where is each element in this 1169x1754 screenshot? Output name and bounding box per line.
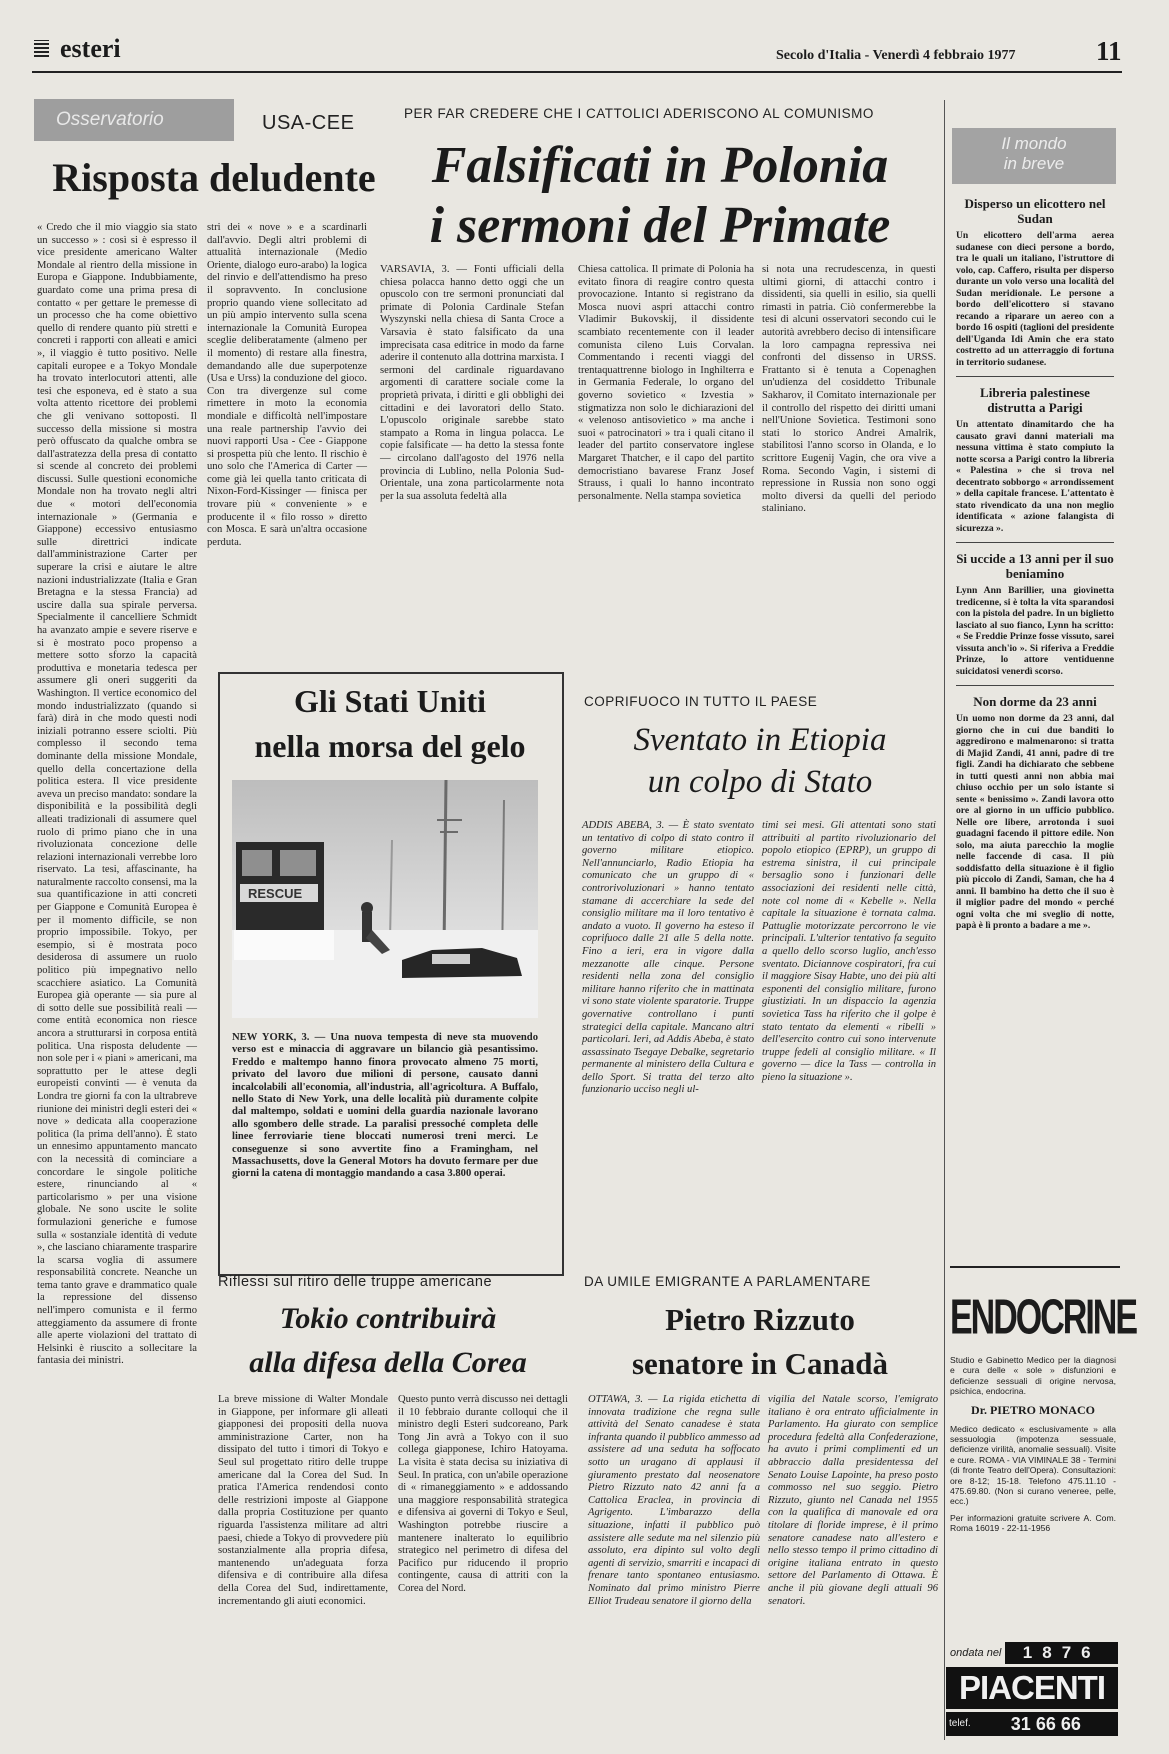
risposta-kicker: USA-CEE — [262, 112, 355, 134]
tokio-title-2: alla difesa della Corea — [249, 1346, 527, 1379]
brief-news-list — [956, 190, 1114, 1236]
endocrine-ad — [950, 1290, 1137, 1608]
brief-title: Si uccide a 13 anni per il suo beniamino — [956, 551, 1114, 581]
rizzuto-title-2: senatore in Canadà — [631, 1346, 889, 1381]
piacenti-ad — [946, 1642, 1118, 1740]
snowstorm-photo — [232, 780, 538, 1018]
risposta-title: Risposta deludente — [52, 155, 376, 200]
etiopia-column-1: ADDIS ABEBA, 3. — È stato sventato un tentativo di colpo di stato contro il governo militare etiopico. Nell'annunciarlo, Radio Etiopia ha comunicato che un gruppo di « controrivoluzionari » hanno tentato stamane di accerchiare la sede del consiglio militare ma il loro tentativo è andato a vuoto. Il governo ha esteso il coprifuoco dalle 21 alle 5 della notte. Fino a ieri, era in vigore dalla mezzanotte alle cinque. Persone residenti nella zona del consiglio militare hanno riferito che in mattinata vi sono state violente sparatorie. Truppe governative controllano i punti strategici della capitale. Mancano altri particolari. Ieri, ad Addis Abeba, è stato assassinato Tsegaye Debalke, segretario permanente al ministero della Cultura e dello Sport. Si tratta del terzo alto funzionario ucciso negli ul- — [582, 820, 754, 1096]
tokio-column-2: Questo punto verrà discusso nei dettagli il 10 febbraio durante colloqui che il ministro degli Esteri sudcoreano, Park Tong Jin avrà a Tokyo con il suo collega giapponese, Ichiro Hatoyama. La visita è stata decisa su iniziativa di Seul. In pratica, con un'abile operazione di « rimaneggiamento » e addossando una maggiore responsabilità strategica e difensiva ai governi di Tokyo e Seul, Washington potrebbe riuscire a mantenere inalterato lo equilibrio strategico nel perimetro di difesa del Pacifico pur riducendo il proprio contingente, causa di attriti con la Corea del Nord. — [398, 1394, 568, 1594]
piacenti-phone: 31 66 66 — [974, 1712, 1118, 1736]
header-rule — [32, 71, 1122, 73]
piacenti-top-bar — [946, 1642, 1118, 1664]
page-number: 11 — [1096, 36, 1122, 66]
piacenti-tel-label: telef. — [946, 1712, 974, 1736]
risposta-column-1: « Credo che il mio viaggio sia stato un successo » : così si è espresso il vice presidente americano Walter Mondale al rientro della missione in Europa e Giappone. Indubbiamente, guardato come una prima presa di contatto « per gettare le premesse di un processo che ha come obiettivo quello di rendere quanto più stretti e concreti i rapporti con alleati e amici », il viaggio è tutto positivo. Nelle capitali europee e a Tokyo Mondale ha trovato interlocutori attenti, alle tesi che esponeva, ed è stato a sua volta attento ricettore dei problemi che gli venivano sottoposti. Il successo della missione si mostra però offuscato da qualche ombra se dall'astratezza della presa di contatto si scende al concreto dei problemi discussi. Sulle questioni economiche Mondale non ha trovato negli altri due « motori dell'economia internazionale » (Germania e Giappone) eccessivo entusiasmo sulle direttrici indicate dall'amministrazione Carter per superare la crisi e aiutare le altre nazioni industrializzate (Italia e Gran Bretagna e la stessa Francia) ad uscire dalla sua spirale perversa. Specialmente il cancelliere Schmidt ha avanzato ampie e severe riserve e si è mostrato poco propenso a mettere sotto sforzo la capacità produttiva e monetaria tedesca per assumere gli oneri suggeriti da Washington. Il vertice economico del mondo industrializzato (quando si farà) dirà in che modo questi nodi iniziali potranno essere sciolti. Più complesso il secondo tema dominante della missione Mondale, quello della concertazione della politica estera. Il vice presidente aveva un preciso mandato: sondare la disponibilità e la possibilità degli alleati tradizionali di assumere quel ruolo di primo piano che in una rivoluzionata concezione delle relazioni internazionali verrebbe loro riservato. La tesi, affascinante, ha naturalmente raccolto consensi, ma la sua quantificazione in atti concreti per Giappone e Comunità Europea è per il momento difficile, se non proprio impossibile. Tokyo, per esempio, si è mostrata poco desiderosa di assumere un ruolo politico più impegnativo nello scacchiere asiatico. La Comunità Europea già operante — sia pure al di sotto delle sue possibilità reali — come entità economica non riesce ancora a strutturarsi in corposa entità politica. Una risposta deludente — non sole per i « piani » americani, ma soprattutto per le attese degli europeisti convinti — è venuta da Londra tre giorni fa con la ultrabreve riunione dei ministri degli esteri dei « nove » dedicata alla cooperazione politica (la prima dell'anno). È stato un ennesimo appuntamento mancato con la necessità di cominciare a concordare le singole politiche estere, rinunciando al « particolarismo » per una visione globale. Ne sono uscite le solite formulazioni generiche e fumose sulla « sostanziale identità di vedute », che lasciano chiaramente trasparire la scarsa voglia di assumere responsabilità concrete. Neanche un tema tanto grave e drammatico quale la repressione del dissenso nell'impero comunista e il fermo atteggiamento da assumere di fronte alle aperte violazioni del trattato di Helsinki è riuscito a sollecitare la fantasia dei ministri. — [37, 222, 197, 1367]
brief-item — [956, 551, 1114, 677]
endocrine-title: ENDOCRINE — [950, 1290, 1137, 1346]
brief-text: Un attentato dinamitardo che ha causato gravi danni materiali ma nessuna vittima è stato compiuto la notte scorsa a Parigi contro la libreria « Palestina » che si trova nel decentrato sobborgo « arrondissement » della capitale francese. L'attentato è stato rivendicato da una non meglio identificata « azione falangista di sicurezza ». — [956, 419, 1114, 534]
etiopia-kicker: COPRIFUOCO IN TUTTO IL PAESE — [584, 694, 818, 709]
brief-text: Un uomo non dorme da 23 anni, dal giorno che in cui due banditi lo aggredirono e malmenarono: si tratta di Majid Zandi, 41 anni, padre di tre figli. Zandi ha dichiarato che sebbene in tutti questi anni non abbia mai chiuso occhio per un solo istante si sente « benissimo ». Zandi lavora otto ore al giorno in un ufficio pubblico. Nelle ore libere, arrotonda i suoi guadagni facendo il pittore edile. Non solo, ma aiuta parecchio la moglie nelle faccende di casa. Il più soddisfatto della situazione è il figlio più piccolo di Zandi, Saman, che ha 4 anni. Il bambino ha detto che il suo è il miglior padre del mondo « perché ogni volta che mi sveglio di notte, papà è lì pronto a badare a me ». — [956, 713, 1114, 931]
polonia-title-2: i sermoni del Primate — [429, 197, 891, 254]
brief-item — [956, 694, 1114, 932]
tokio-column-1: La breve missione di Walter Mondale in Giappone, per informare gli alleati giapponesi dei propositi della nuova amministrazione Carter, non ha dissipato del tutto i timori di Tokyo e Seul sul progettato ritiro delle truppe americane dal la Corea del Sud. In pratica l'America rendendosi conto delle restrizioni imposte al Giappone dalla propria Costituzione per quanto riguarda l'assistenza militare ad altri paesi, chiede a Tokyo di provvedere più sostanzialmente alla propria difesa, mantenendo un'adeguata forza difensiva e di contribuire alla difesa della Corea del Sud, indirettamente, incrementando gli aiuti economici. — [218, 1394, 388, 1607]
brief-item — [956, 196, 1114, 368]
rescue-label: RESCUE — [248, 886, 303, 901]
tokio-title-1: Tokio contribuirà — [279, 1302, 497, 1335]
endocrine-doctor: Dr. PIETRO MONACO — [971, 1402, 1095, 1417]
piacenti-tag: ondata nel — [946, 1647, 1005, 1659]
rizzuto-title-1: Pietro Rizzuto — [665, 1302, 855, 1337]
brief-divider — [956, 542, 1114, 543]
gelo-text: NEW YORK, 3. — Una nuova tempesta di neve sta muovendo verso est e minaccia di aggravare un bilancio già pesantissimo. Freddo e maltempo hanno finora provocato almeno 75 morti, privato del lavoro due milioni di persone, causato danni incalcolabili all'economia, all'industria, all'agricoltura. A Buffalo, nello Stato di New York, una delle località più duramente colpite dal maltempo, soldati e uomini della guardia nazionale lavorano allo sgombero delle strade. La paralisi pressoché completa delle linee ferroviarie tiene bloccati numerosi treni merci. Le conseguenze si sono avvertite fino a Framingham, nel Massachusetts, dove la General Motors ha dovuto fermare per due giorni la catena di montaggio mandando a casa 3.800 operai. — [232, 1032, 538, 1180]
brief-title: Disperso un elicottero nel Sudan — [964, 196, 1106, 226]
section-label: esteri — [60, 34, 121, 63]
column-divider — [944, 100, 945, 1740]
endocrine-text-1: Studio e Gabinetto Medico per la diagnosi e cura delle « sole » disfunzioni e deficienze sessuali di origine nervosa, psichica, endocrina. — [950, 1355, 1116, 1397]
rizzuto-kicker: DA UMILE EMIGRANTE A PARLAMENTARE — [584, 1274, 871, 1289]
rizzuto-column-1: OTTAWA, 3. — La rigida etichetta di innovata tradizione che regna sulle attività del Senato canadese è stata infranta quando il pubblico ammesso ad assistere ad una seduta ha soffocato sotto un uragano di applausi il giuramento prestato dal neosenatore Pietro Rizzuto nato 42 anni fa a Cattolica Eraclea, in provincia di Agrigento. L'imbarazzo della situazione, infatti il pubblico può assistere alle sedute ma nel silenzio più assoluto, era dipinto sul volto degli agenti di servizio, smarriti e incapaci di frenare tanto spontaneo entusiasmo. Nominato dal primo ministro Pierre Elliot Trudeau senatore il giorno della — [588, 1394, 760, 1607]
tokio-kicker: Riflessi sul ritiro delle truppe americane — [218, 1274, 493, 1290]
polonia-column-2: Chiesa cattolica. Il primate di Polonia ha evitato finora di reagire contro questa provocazione. Intanto si registrano da Mosca nuovi aspri attacchi contro Vladimir Bukovskij, il dissidente scambiato recentemente con il leader comunista cileno Luis Corvalan. Commentando i recenti viaggi del trentaquattrenne biologo in Inghilterra e in Germania Federale, lo organo del governo sovietico « Izvestia » stigmatizza non solo le dichiarazioni del « velenoso antisovietico » ma anche i suoi « patrocinatori » tra i quali citano il leader del partito conservatore inglese Margaret Thatcher, e il capo del partito democristiano bavarese Franz Josef Strauss, i quali lo hanno incontrato personalmente. Nella stampa sovietica — [578, 264, 754, 502]
mondo-badge-line1: Il mondo — [1001, 134, 1067, 153]
piacenti-year: 1876 — [1005, 1642, 1118, 1664]
polonia-column-3: si nota una recrudescenza, in questi ultimi giorni, di attacchi contro i dissidenti, sia quelli in esilio, sia quelli rimasti in patria. Ciò confermerebbe la tesi di alcuni osservatori secondo cui le autorità avrebbero deciso di intensificare la loro campagna repressiva nei confronti del dissenso in URSS. Frattanto si è tenuta a Copenaghen un'udienza del cosiddetto Tribunale Sakharov, il Comitato internazionale per il controllo del rispetto dei diritti umani nell'Unione Sovietica. Testimoni sono stati lo storico Andrei Amalrik, stabilitosi l'anno scorso in Olanda, e lo scrittore Eugenij Vagin, che ora vive a Roma. Secondo Vagin, i sistemi di repressione in Russia non sono oggi molto diversi da quelli del periodo staliniano. — [762, 264, 936, 515]
etiopia-title-2: un colpo di Stato — [647, 764, 873, 800]
brief-title: Libreria palestinese distrutta a Parigi — [980, 385, 1090, 415]
brief-divider — [956, 685, 1114, 686]
brief-text: Lynn Ann Barillier, una giovinetta tredicenne, si è tolta la vita sparandosi con la pistola del padre. In un biglietto lasciato al suo fianco, Lynn ha scritto: « Se Freddie Prinze fosse vissuto, sarei vissuta anch'io ». Si riferiva a Freddie Prinze, lo attore ventiduenne suicidatosi venerdì scorso. — [956, 585, 1114, 677]
mondo-badge — [952, 128, 1116, 184]
piacenti-name: PIACENTI — [946, 1667, 1118, 1709]
gelo-title-1: Gli Stati Uniti — [293, 683, 486, 719]
polonia-column-1: VARSAVIA, 3. — Fonti ufficiali della chiesa polacca hanno detto oggi che un opuscolo con tre sermoni pronunciati dal primate di Polonia Cardinale Stefan Wyszynski nella chiesa di Santa Croce a Varsavia è stato falsificato da una imprecisata casa editrice in modo da farne aderire il contenuto alla dottrina marxista. I sermoni del cardinale riguardavano argomenti di carattere sociale come la proprietà privata, i diritti e gli obblighi dei cittadini e dei lavoratori dello Stato. L'opuscolo originale sarebbe stato stampato a Roma in lingua polacca. Le copie falsificate — ha detto la stessa fonte — circolano dall'agosto del 1976 nella provincia di Lublino, nella Polonia Sud-Orientale, una zona particolarmente nota per la sua assoluta fedeltà alla — [380, 264, 564, 502]
osservatorio-label: Osservatorio — [56, 109, 164, 130]
polonia-kicker: PER FAR CREDERE CHE I CATTOLICI ADERISCONO AL COMUNISMO — [404, 106, 874, 121]
osservatorio-badge — [34, 99, 234, 141]
polonia-title-1: Falsificati in Polonia — [431, 137, 889, 194]
piacenti-phone-bar — [946, 1712, 1118, 1736]
brief-item — [956, 385, 1114, 534]
snowstorm-image — [232, 780, 538, 1018]
gelo-title-2: nella morsa del gelo — [254, 728, 526, 764]
etiopia-column-2: timi sei mesi. Gli attentati sono stati attribuiti al partito rivoluzionario del popolo etiopico (EPRP), un gruppo di estrema sinistra, il cui principale bersaglio sono i funzionari delle associazioni dei residenti nelle città, note col nome di « Kebelle ». Nella capitale la situazione è tornata calma. Pattuglie motorizzate percorrono le vie principali. L'ulterior tentativo fa seguito a quello dello scorso luglio, anch'esso sventato. Diciannove cospiratori, fra cui il maggiore Sisay Habte, uno dei più alti esponenti del consiglio militare, furono giustiziati. In un dispaccio la agenzia sovietica Tass ha riferito che il golpe è stato tentato da elementi « ribelli » dell'esercito contro cui sono intervenute truppe fedeli al consiglio militare. « Il governo — dice la Tass — controlla in pieno la situazione ». — [762, 820, 936, 1083]
brief-title: Non dorme da 23 anni — [973, 694, 1097, 709]
ads-top-rule — [950, 1266, 1120, 1268]
section-marker — [34, 40, 49, 57]
risposta-column-2: stri dei « nove » e a scardinarli dall'avvio. Degli altri problemi di attualità internazionale (Medio Oriente, dialogo euro-arabo) la logica del rinvio e dell'attendismo ha preso il sopravvento. In conclusione proprio quando viene sollecitato ad un più ampio intervento sulla scena internazionale la Comunità Europea sceglie deliberatamente (almeno per il momento) di restare alla finestra, demandando alle due superpotenze (Usa e Urss) la conduzione del gioco. Con tra divergenze sul come rimettere in moto la economia mondiale e difficoltà nell'impostare una reale partnership l'avvio dei nuovi rapporti Usa - Cee - Giappone si prospetta più che lento. Il rischio è uno solo che l'America di Carter — come già lei quella tanto criticata di Nixon-Ford-Kissinger — finisca per trovare più « conveniente » e producente il « filo rosso » diretto con Mosca. E sarà un'altra occasione perduta. — [207, 222, 367, 548]
brief-divider — [956, 376, 1114, 377]
mondo-badge-line2: in breve — [1003, 154, 1065, 173]
endocrine-text-2: Medico dedicato « esclusivamente » alla sessuologia (impotenza sessuale, deficienze virilità, anomalie sessuali). Visite e cure. ROMA - VIA VIMINALE 38 - Termini (di fronte Teatro dell'Opera). Consultazioni: ore 8-12; 15-18. Telefono 475.11.10 - 475.69.80. (Non si curano veneree, pelle, ecc.) — [950, 1423, 1116, 1507]
etiopia-title-1: Sventato in Etiopia — [633, 722, 887, 758]
brief-text: Un elicottero dell'arma aerea sudanese con dieci persone a bordo, tra le quali un italiano, l'istruttore di volo, cap. Caffero, risulta per disperso durante un volo verso una località del Sudan meridionale. Le persone a bordo dell'elicottero si stavano recando a riparare un aereo con a bordo 16 ospiti (taglioni del presidente dell'Uganda Idi Amin che era stato costretto ad un atterraggio di fortuna in territorio sudanese. — [956, 230, 1114, 368]
masthead-date: Secolo d'Italia - Venerdì 4 febbraio 1977 — [776, 48, 1016, 63]
rizzuto-column-2: vigilia del Natale scorso, l'emigrato italiano è ora entrato ufficialmente in Parlamento. Ha giurato con semplice procedura fedeltà alla Confederazione, ha avuto i primi complimenti ed un abbraccio dalla presidentessa del Senato Louise Lapointe, ha preso posto commosso nel suo seggio. Pietro Rizzuto, giunto nel Canada nel 1955 con la qualifica di manovale ed ora titolare di floride imprese, è il primo senatore canadese nato all'estero e nello stesso tempo il primo cittadino di origine italiana entrato in questo settore del Parlamento di Ottawa. È anche il più giovane degli attuali 96 senatori. — [768, 1394, 938, 1607]
endocrine-text-3: Per informazioni gratuite scrivere A. Com. Roma 16019 - 22-11-1956 — [950, 1512, 1116, 1534]
